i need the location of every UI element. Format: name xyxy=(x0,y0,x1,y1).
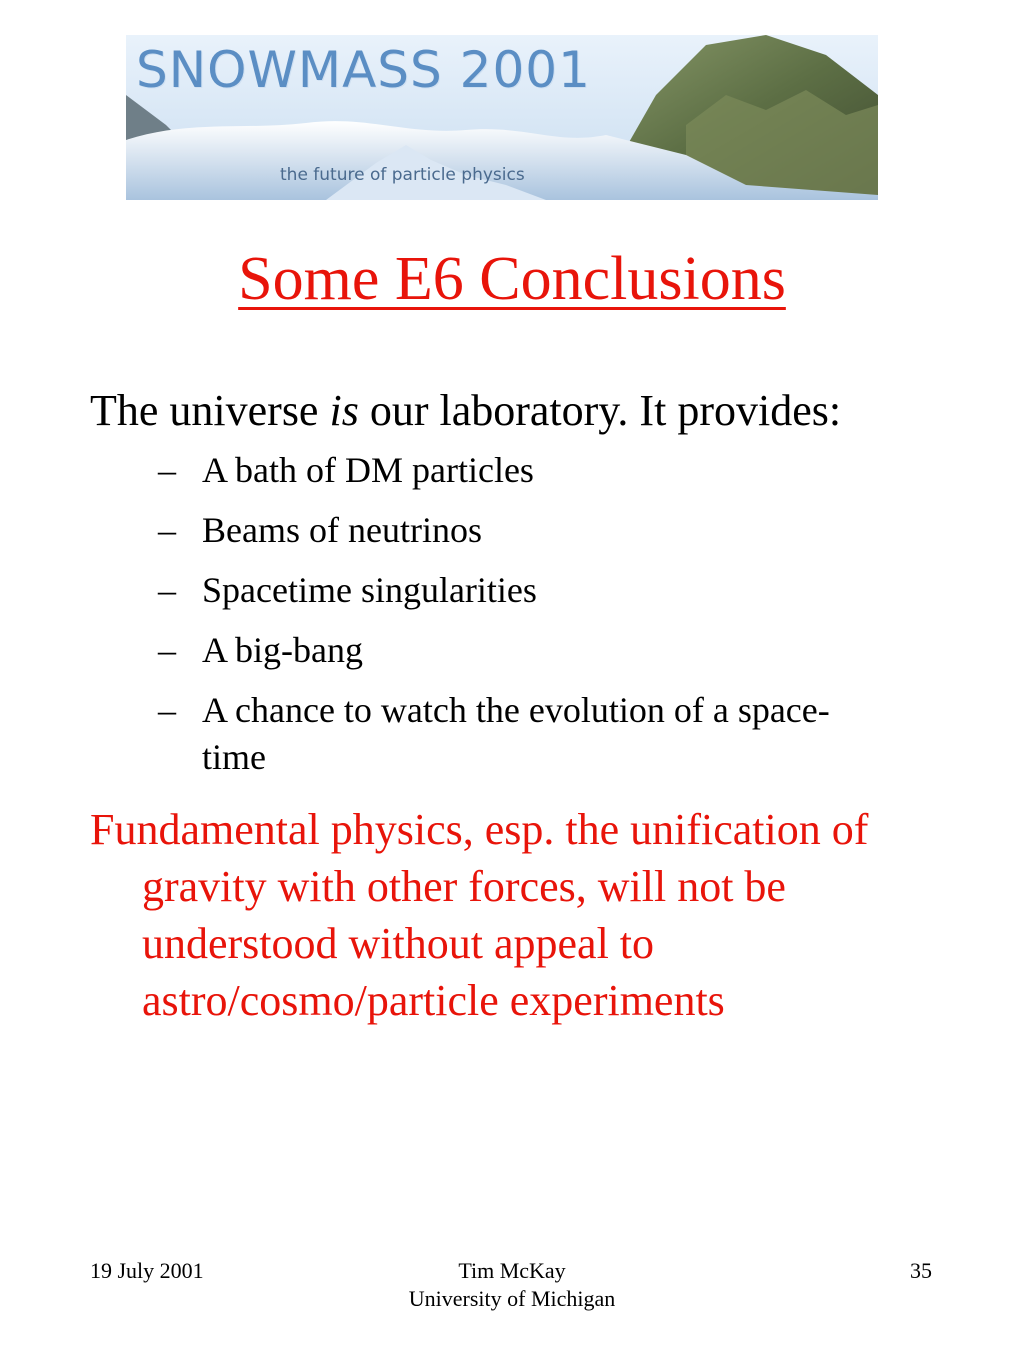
banner-title: SNOWMASS 2001 xyxy=(136,41,591,99)
dash-bullet-icon: – xyxy=(158,630,176,670)
footer-date: 19 July 2001 xyxy=(90,1258,204,1283)
dash-bullet-icon: – xyxy=(158,510,176,550)
conclusion-paragraph: Fundamental physics, esp. the unification of gravity with other forces, will not be understood without appeal to astro/cosmo/particle experiments xyxy=(90,805,869,1025)
list-item-text: Beams of neutrinos xyxy=(202,510,482,550)
snowmass-banner xyxy=(126,35,878,200)
list-item xyxy=(158,447,890,494)
intro-paragraph xyxy=(90,382,890,439)
dash-bullet-icon: – xyxy=(158,570,176,610)
list-item-text: Spacetime singularities xyxy=(202,570,537,610)
page-number: 35 xyxy=(910,1258,932,1283)
dash-bullet-icon: – xyxy=(158,690,176,730)
bullet-list xyxy=(90,447,890,781)
list-item-text: A chance to watch the evolution of a space-time xyxy=(202,690,830,777)
footer-author: Tim McKay xyxy=(458,1258,566,1283)
list-item xyxy=(158,627,890,674)
list-item xyxy=(158,507,890,554)
list-item-text: A bath of DM particles xyxy=(202,450,534,490)
list-item xyxy=(158,567,890,614)
dash-bullet-icon: – xyxy=(158,450,176,490)
intro-text-after: our laboratory. It provides: xyxy=(358,386,842,435)
slide-body xyxy=(90,382,890,1029)
list-item xyxy=(158,687,890,781)
banner-subtitle: the future of particle physics xyxy=(280,165,525,185)
footer-institution: University of Michigan xyxy=(408,1286,616,1311)
intro-text-before: The universe xyxy=(90,386,330,435)
slide-title: Some E6 Conclusions xyxy=(238,245,786,313)
intro-emphasis: is xyxy=(329,386,359,435)
list-item-text: A big-bang xyxy=(202,630,363,670)
footer-author-block xyxy=(0,1257,1024,1313)
